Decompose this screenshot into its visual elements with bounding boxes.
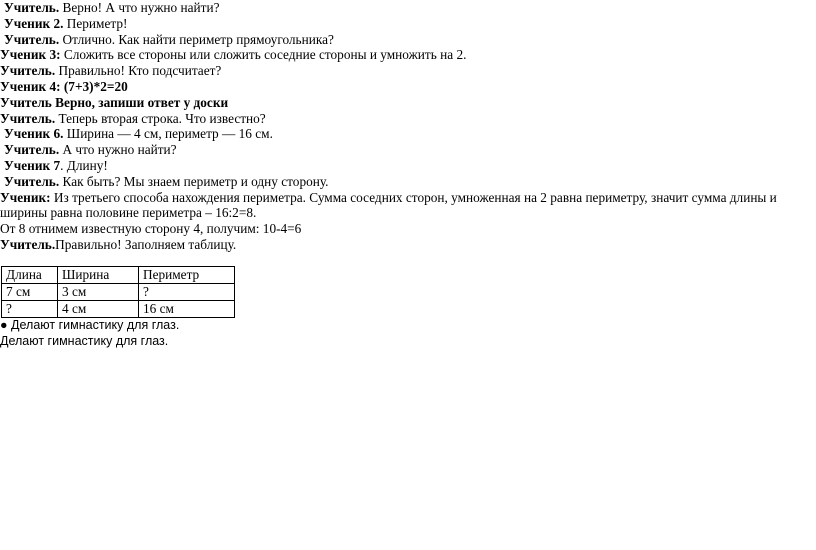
utterance: Сложить все стороны или сложить соседние стороны и умножить на 2.: [60, 47, 467, 63]
utterance: А что нужно найти?: [59, 142, 177, 158]
speaker: Ученик 3:: [0, 47, 61, 63]
speaker: Ученик:: [0, 189, 51, 205]
table-cell: 4 см: [58, 300, 139, 317]
bullet-item: [0, 318, 816, 334]
utterance: . Длину!: [60, 157, 108, 173]
dialogue-line: [0, 47, 816, 63]
dialogue-line: [0, 95, 816, 111]
speaker: Учитель.: [4, 142, 60, 158]
closing-line: [0, 334, 816, 350]
dialogue-line: [0, 111, 816, 127]
speaker: Учитель.: [0, 236, 56, 252]
speaker: Ученик 7: [4, 157, 61, 173]
utterance: Правильно! Заполняем таблицу.: [55, 236, 237, 252]
dialogue-line: [0, 16, 816, 32]
table-header-cell: Ширина: [58, 266, 139, 283]
utterance: Отлично. Как найти периметр прямоугольника?: [59, 31, 334, 47]
speaker: Учитель.: [4, 31, 60, 47]
utterance: Периметр!: [63, 15, 128, 31]
dialogue-line: [0, 237, 816, 253]
utterance: Как быть? Мы знаем периметр и одну сторону.: [59, 173, 329, 189]
dialogue-line: [0, 190, 812, 222]
table-cell: ?: [139, 283, 235, 300]
table-cell: 7 см: [2, 283, 58, 300]
utterance: От 8 отнимем известную сторону 4, получим: 10-4=6: [0, 221, 302, 237]
dialogue-line: [0, 142, 816, 158]
dialogue-line: [0, 32, 816, 48]
dialogue-line: [0, 0, 816, 16]
utterance: Ширина — 4 см, периметр — 16 см.: [63, 126, 273, 142]
speaker: Учитель.: [0, 110, 56, 126]
dialogue-line: [0, 158, 816, 174]
bullet-dot-icon: ●: [0, 317, 8, 332]
bullet-text: Делают гимнастику для глаз.: [11, 317, 180, 332]
perimeter-table: [1, 266, 235, 318]
dialogue-line: [0, 126, 816, 142]
dialogue-line: [0, 221, 816, 237]
table-header-row: [2, 266, 235, 283]
speaker: Ученик 4: (7+3)*2=20: [0, 78, 128, 94]
speaker: Учитель.: [4, 0, 60, 15]
table-header-cell: Периметр: [139, 266, 235, 283]
dialogue-line: [0, 174, 816, 190]
dialogue-line: [0, 79, 816, 95]
speaker: Ученик 2.: [4, 15, 64, 31]
speaker: Учитель.: [0, 63, 56, 79]
table-cell: 16 см: [139, 300, 235, 317]
speaker: Ученик 6.: [4, 126, 64, 142]
table-cell: ?: [2, 300, 58, 317]
utterance: Из третьего способа нахождения периметра. Сумма соседних сторон, умноженная на 2 равна периметру, значит сумма длины и ширины равна половине периметра – 16:2=8.: [0, 189, 777, 221]
speaker: Учитель Верно, запиши ответ у доски: [0, 94, 229, 110]
closing-text: Делают гимнастику для глаз.: [0, 333, 169, 348]
table-cell: 3 см: [58, 283, 139, 300]
utterance: Теперь вторая строка. Что известно?: [55, 110, 266, 126]
dialogue-line: [0, 63, 816, 79]
utterance: Правильно! Кто подсчитает?: [55, 63, 222, 79]
table-row: [2, 283, 235, 300]
utterance: Верно! А что нужно найти?: [59, 0, 220, 15]
speaker: Учитель.: [4, 173, 60, 189]
table-row: [2, 300, 235, 317]
table-header-cell: Длина: [2, 266, 58, 283]
